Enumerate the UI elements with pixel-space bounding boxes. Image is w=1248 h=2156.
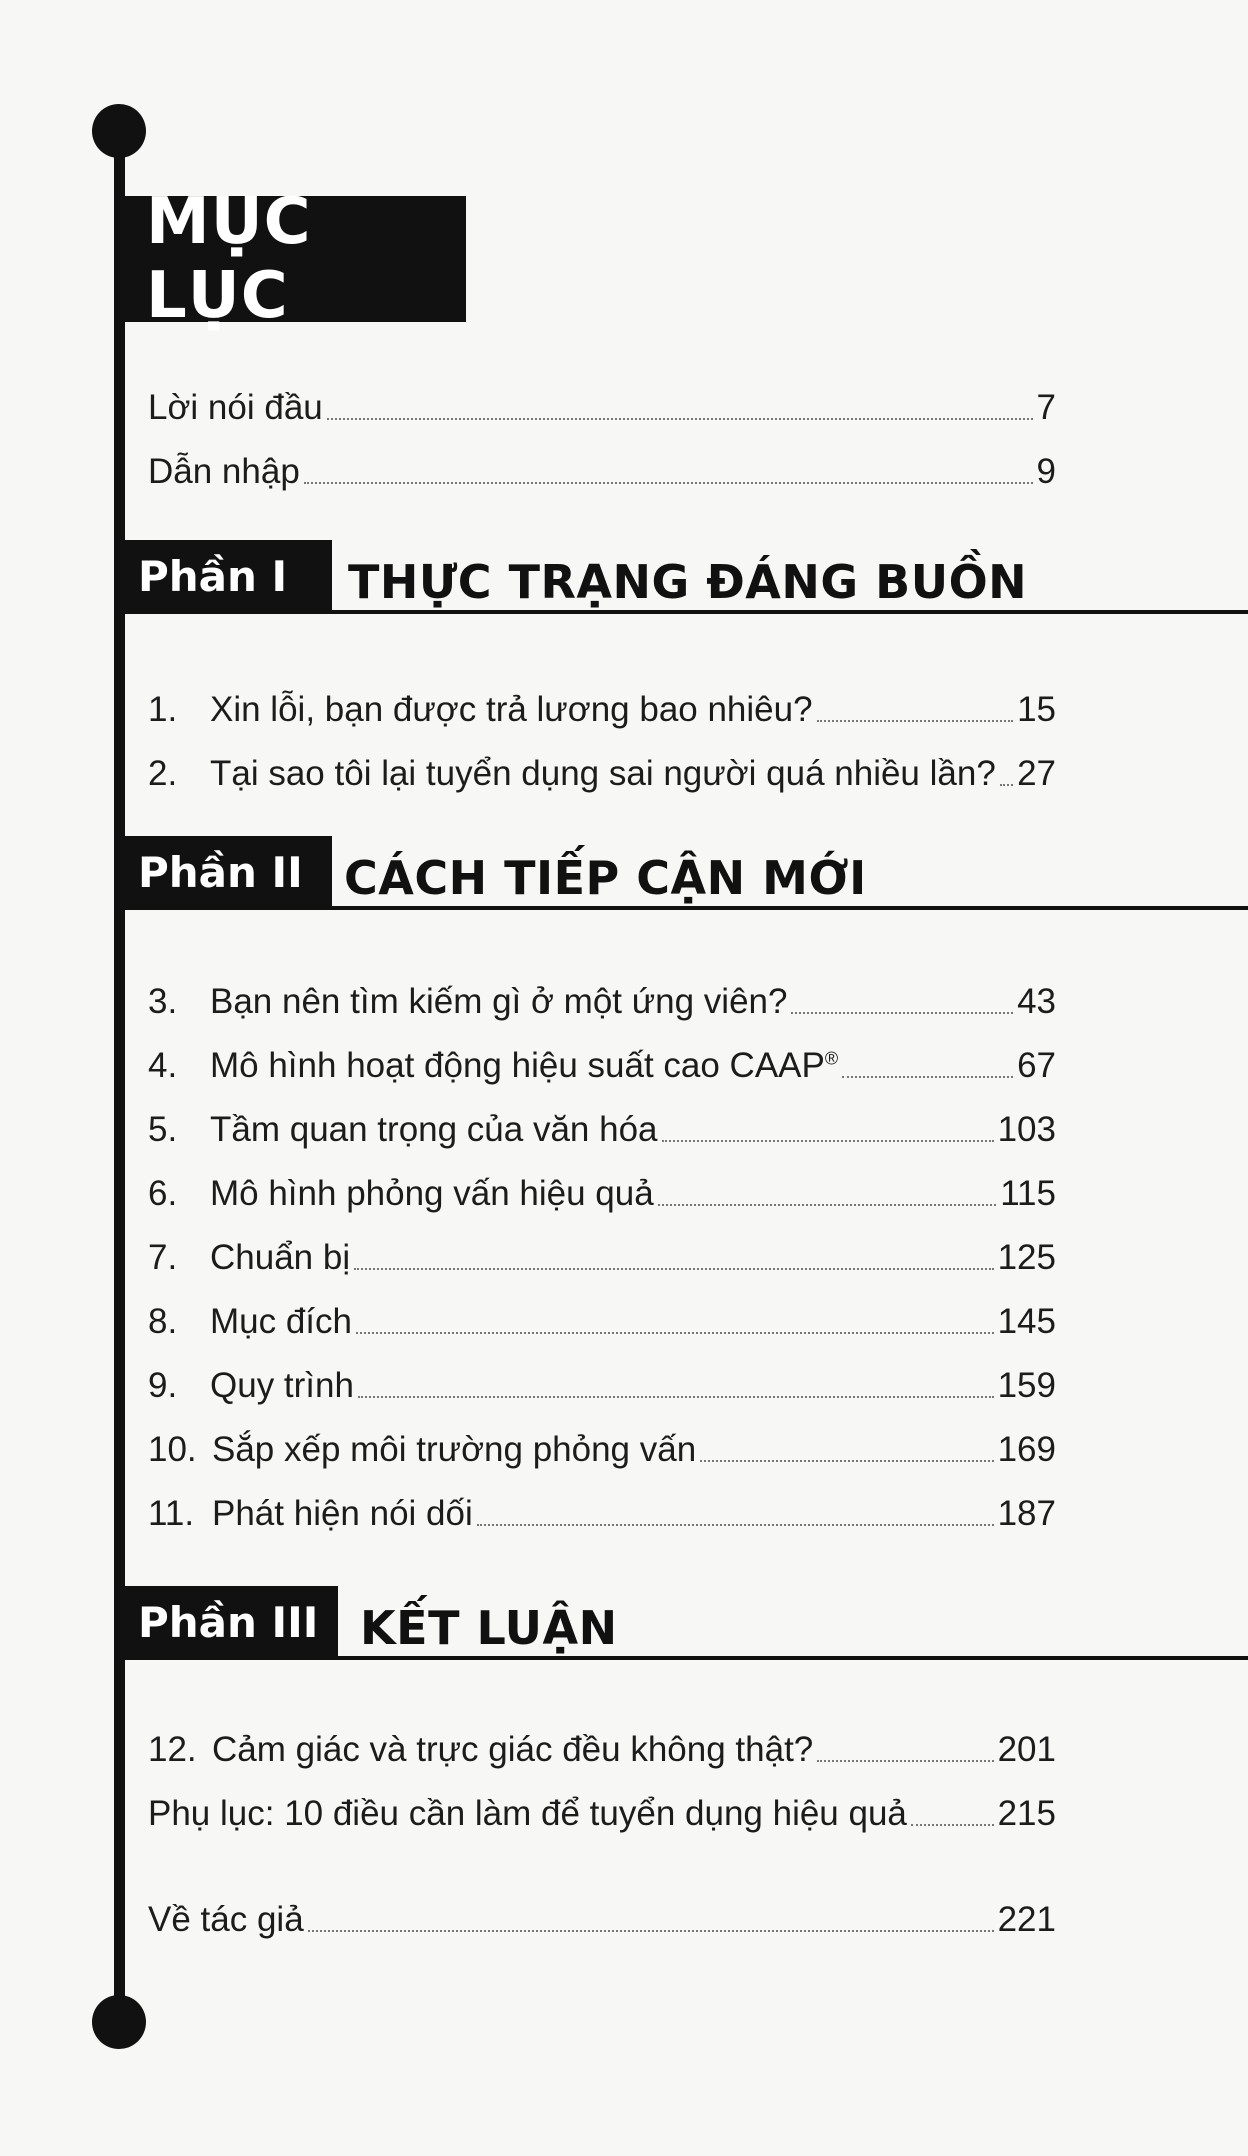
dot-leader — [356, 1332, 994, 1334]
toc-entry-foreword[interactable] — [148, 378, 1056, 428]
dot-leader — [477, 1524, 994, 1526]
entry-label: Tầm quan trọng của văn hóa — [210, 1110, 658, 1149]
entry-number: 1. — [148, 690, 178, 729]
entry-page: 215 — [997, 1794, 1056, 1833]
dot-leader — [327, 418, 1033, 420]
entry-number: 11. — [148, 1494, 195, 1533]
part-header-3 — [114, 1586, 1248, 1686]
entry-label: Lời nói đầu — [148, 388, 323, 427]
part-label: Phần III — [114, 1586, 334, 1658]
dot-leader — [911, 1824, 994, 1826]
entry-page: 159 — [997, 1366, 1056, 1405]
entry-label: Quy trình — [210, 1366, 354, 1405]
entry-label: Xin lỗi, bạn được trả lương bao nhiêu? — [210, 690, 813, 729]
part-riser — [328, 836, 332, 910]
dot-leader — [817, 720, 1013, 722]
entry-page: 103 — [997, 1110, 1056, 1149]
entry-label: Mục đích — [210, 1302, 352, 1341]
dot-leader — [791, 1012, 1013, 1014]
entry-page: 7 — [1036, 388, 1056, 427]
toc-entry-chapter-2[interactable] — [148, 744, 1056, 794]
entry-page: 67 — [1017, 1046, 1056, 1085]
entry-number: 5. — [148, 1110, 178, 1149]
entry-page: 15 — [1017, 690, 1056, 729]
title-block — [114, 185, 466, 333]
entry-page: 145 — [997, 1302, 1056, 1341]
entry-page: 169 — [997, 1430, 1056, 1469]
toc-entry-chapter-8[interactable] — [148, 1292, 1056, 1342]
entry-page: 27 — [1017, 754, 1056, 793]
dot-leader — [658, 1204, 997, 1206]
entry-number: 2. — [148, 754, 178, 793]
entry-label: Tại sao tôi lại tuyển dụng sai người quá nhiều lần? — [210, 754, 996, 793]
toc-entry-about-author[interactable] — [148, 1890, 1056, 1940]
dot-leader — [842, 1076, 1013, 1078]
entry-label-text: Mô hình hoạt động hiệu suất cao CAAP — [210, 1046, 825, 1085]
toc-entry-chapter-10[interactable] — [148, 1420, 1056, 1470]
dot-leader — [662, 1140, 994, 1142]
part-title: THỰC TRẠNG ĐÁNG BUỒN — [348, 555, 1028, 609]
part-header-1 — [114, 540, 1248, 640]
bottom-dot-ornament — [92, 1995, 146, 2049]
dot-leader — [354, 1268, 993, 1270]
part-rule — [114, 610, 1248, 614]
entry-label: Cảm giác và trực giác đều không thật? — [212, 1730, 814, 1769]
toc-entry-chapter-6[interactable] — [148, 1164, 1056, 1214]
entry-label: Bạn nên tìm kiếm gì ở một ứng viên? — [210, 982, 788, 1021]
vertical-rule — [114, 118, 125, 2036]
entry-number: 9. — [148, 1366, 178, 1405]
dot-leader — [304, 482, 1033, 484]
entry-label: Về tác giả — [148, 1900, 304, 1939]
entry-page: 187 — [997, 1494, 1056, 1533]
part-header-2 — [114, 836, 1248, 936]
entry-number: 6. — [148, 1174, 178, 1213]
entry-label: Sắp xếp môi trường phỏng vấn — [212, 1430, 697, 1469]
toc-entry-appendix[interactable] — [148, 1784, 1056, 1834]
entry-number: 10. — [148, 1430, 197, 1469]
part-label: Phần I — [114, 540, 328, 612]
toc-entry-chapter-12[interactable] — [148, 1720, 1056, 1770]
dot-leader — [308, 1930, 994, 1932]
dot-leader — [700, 1460, 993, 1462]
part-rule — [114, 1656, 1248, 1660]
entry-label: Mô hình phỏng vấn hiệu quả — [210, 1174, 654, 1213]
dot-leader — [817, 1760, 993, 1762]
entry-page: 201 — [997, 1730, 1056, 1769]
toc-entry-chapter-7[interactable] — [148, 1228, 1056, 1278]
entry-number: 3. — [148, 982, 178, 1021]
entry-label: Phụ lục: 10 điều cần làm để tuyển dụng hiệu quả — [148, 1794, 907, 1833]
entry-number: 12. — [148, 1730, 197, 1769]
entry-label: Dẫn nhập — [148, 452, 300, 491]
top-dot-ornament — [92, 104, 146, 158]
entry-number: 7. — [148, 1238, 178, 1277]
toc-entry-chapter-4[interactable] — [148, 1036, 1056, 1086]
toc-entry-chapter-3[interactable] — [148, 972, 1056, 1022]
part-riser — [328, 540, 332, 614]
toc-entry-chapter-1[interactable] — [148, 680, 1056, 730]
entry-label: Chuẩn bị — [210, 1238, 351, 1277]
toc-entry-chapter-9[interactable] — [148, 1356, 1056, 1406]
entry-number: 4. — [148, 1046, 178, 1085]
entry-label: Phát hiện nói dối — [212, 1494, 473, 1533]
toc-entry-chapter-5[interactable] — [148, 1100, 1056, 1150]
part-riser — [334, 1586, 338, 1660]
part-label: Phần II — [114, 836, 328, 908]
registered-mark: ® — [824, 1048, 839, 1069]
entry-page: 9 — [1036, 452, 1056, 491]
part-rule — [114, 906, 1248, 910]
dot-leader — [1000, 784, 1013, 786]
entry-number: 8. — [148, 1302, 178, 1341]
dot-leader — [358, 1396, 994, 1398]
entry-page: 221 — [997, 1900, 1056, 1939]
entry-label — [210, 1046, 838, 1086]
toc-entry-chapter-11[interactable] — [148, 1484, 1056, 1534]
toc-entry-introduction[interactable] — [148, 442, 1056, 492]
page-title: MỤC LỤC — [146, 185, 312, 333]
entry-page: 115 — [1000, 1174, 1056, 1213]
entry-page: 43 — [1017, 982, 1056, 1021]
part-title: CÁCH TIẾP CẬN MỚI — [344, 851, 867, 905]
part-title: KẾT LUẬN — [360, 1601, 618, 1655]
entry-page: 125 — [997, 1238, 1056, 1277]
